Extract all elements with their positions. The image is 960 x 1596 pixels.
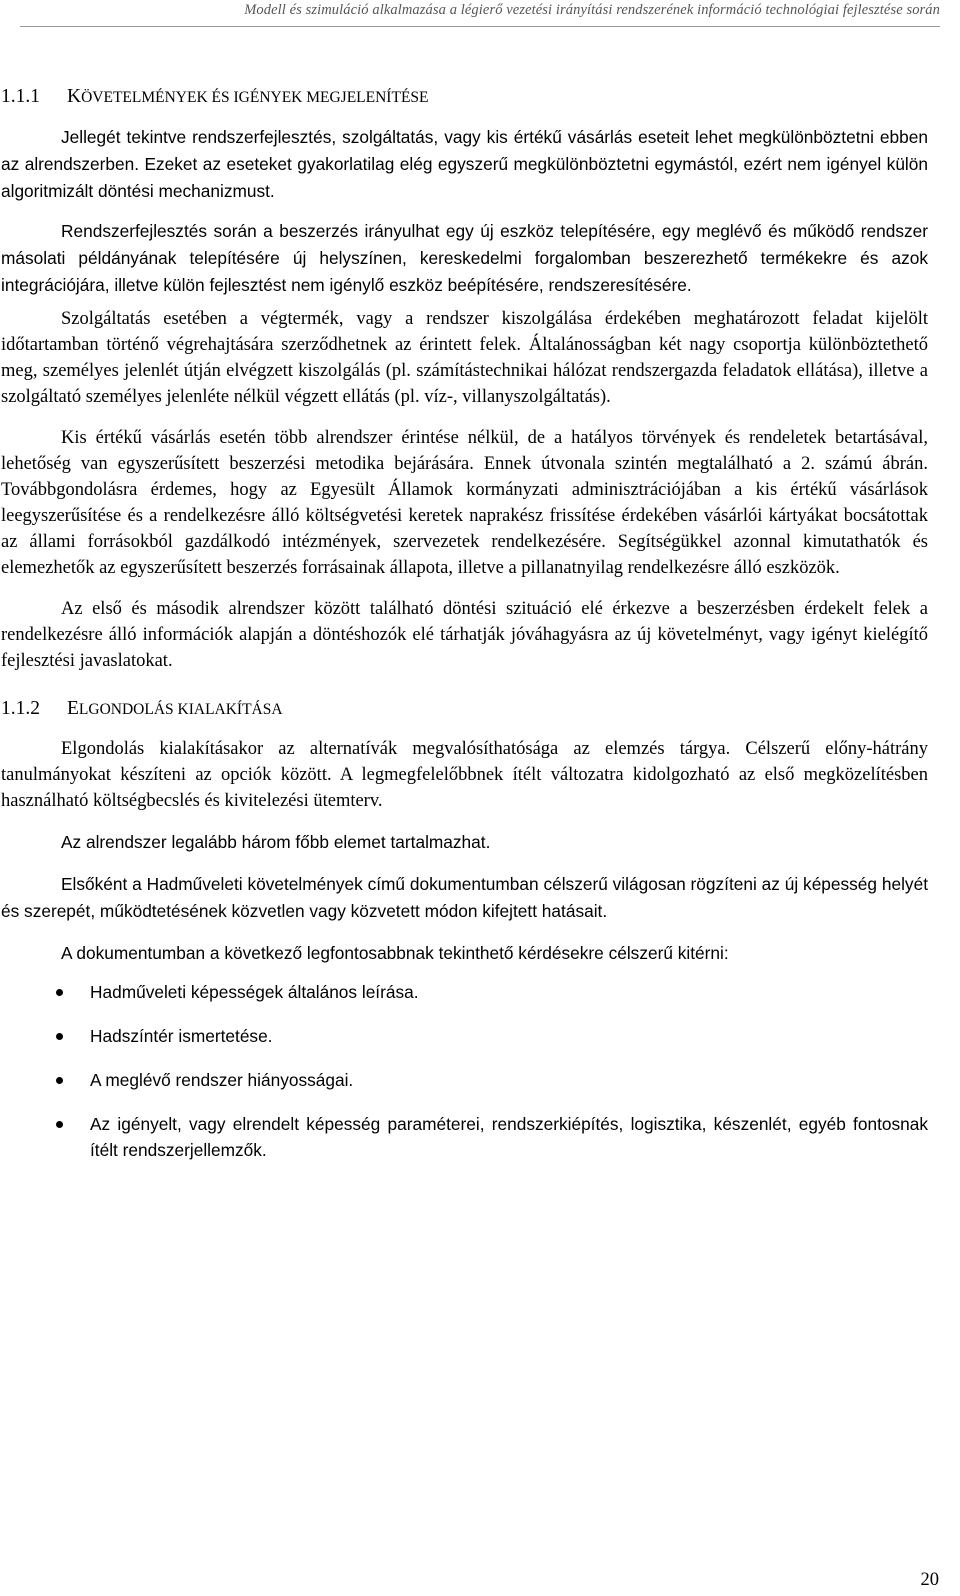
paragraph: Elgondolás kialakításakor az alternatívák megvalósíthatósága az elemzés tárgya. Célszerű előny-hátrány tanulmányokat készíteni az opciók között. A legmegfelelőbbnek ítélt változatra kidolgozható az első megközelítésben használható költségbecslés és kivitelezési ütemterv.: [1, 739, 928, 811]
section-number: 1.1.2: [1, 698, 40, 719]
page-content: [0, 84, 928, 1181]
section-title: LGONDOLÁS KIALAKÍTÁSA: [78, 701, 283, 718]
paragraph-text: Jellegét tekintve rendszerfejlesztés, szolgáltatás, vagy kis értékű vásárlás eseteit lehet megkülönböztetni ebben az alrendszerben. Ezeket az eseteket gyakorlatilag elég egyszerű megkülönböztetni egymástól, ezért nem igényel külön algoritmizált döntési mechanizmust.: [1, 127, 928, 201]
paragraph-text: Az alrendszer legalább három főbb elemet tartalmazhat.: [61, 832, 491, 852]
list-item-text: Az igényelt, vagy elrendelt képesség paraméterei, rendszerkiépítés, logisztika, készenlét, egyéb fontosnak ítélt rendszerjellemzők.: [90, 1114, 928, 1160]
list-item: [1, 1067, 928, 1093]
paragraph: [1, 218, 928, 299]
running-header: Modell és szimuláció alkalmazása a légierő vezetési irányítási rendszerének információ technológiai fejlesztése során: [20, 2, 940, 27]
paragraph: [1, 829, 928, 856]
section-title: ÖVETELMÉNYEK ÉS IGÉNYEK MEGJELENÍTÉSE: [81, 89, 429, 106]
bullet-icon: [56, 989, 63, 996]
section-heading: [1, 696, 928, 723]
paragraph-text: Elsőként a Hadműveleti követelmények című dokumentumban célszerű világosan rögzíteni az új képesség helyét és szerepét, működtetésének közvetlen vagy közvetett módon kifejtett hatásait.: [1, 874, 928, 921]
bullet-list: [1, 979, 928, 1163]
section-number: 1.1.1: [1, 86, 40, 107]
list-item: [1, 979, 928, 1005]
paragraph: [1, 940, 928, 967]
section-title-initial: K: [67, 86, 82, 107]
bullet-icon: [56, 1121, 63, 1128]
section-title-initial: E: [67, 698, 79, 719]
list-item: [1, 1023, 928, 1049]
list-item-text: Hadszíntér ismertetése.: [90, 1026, 273, 1046]
paragraph: Az első és második alrendszer között található döntési szituáció elé érkezve a beszerzésben érdekelt felek a rendelkezésre álló információk alapján a döntéshozók elé tárhatják jóváhagyásra az új követelményt, vagy igényt kielégítő fejlesztési javaslatokat.: [1, 599, 928, 671]
list-item-text: Hadműveleti képességek általános leírása.: [90, 982, 419, 1002]
paragraph: Szolgáltatás esetében a végtermék, vagy a rendszer kiszolgálása érdekében meghatározott feladat kijelölt időtartamban történő végrehajtására szerződhetnek az érintett felek. Általánosságban két nagy csoportja különböztethető meg, személyes jelenlét útján elvégzett kiszolgálás (pl. számítástechnikai hálózat rendszergazda feladatok ellátása), illetve a szolgáltató személyes jelenléte nélkül végzett ellátás (pl. víz-, villanyszolgáltatás).: [1, 309, 928, 407]
paragraph-text: A dokumentumban a következő legfontosabbnak tekinthető kérdésekre célszerű kitérni:: [61, 943, 729, 963]
list-item-text: A meglévő rendszer hiányosságai.: [90, 1070, 354, 1090]
paragraph: [1, 124, 928, 205]
page-number: 20: [920, 1570, 939, 1590]
section-heading: [1, 84, 928, 111]
paragraph-text: Rendszerfejlesztés során a beszerzés irányulhat egy új eszköz telepítésére, egy meglévő és működő rendszer másolati példányának telepítésére új helyszínen, kereskedelmi forgalomban beszerezhető termékekre és azok integrációjára, illetve külön fejlesztést nem igénylő eszköz beépítésére, rendszeresítésére.: [1, 221, 928, 295]
paragraph: [1, 871, 928, 925]
bullet-icon: [56, 1077, 63, 1084]
paragraph: Kis értékű vásárlás esetén több alrendszer érintése nélkül, de a hatályos törvények és rendeletek betartásával, lehetőség van egyszerűsített beszerzési metodika bejárására. Ennek útvonala szintén megtalálható a 2. számú ábrán. Továbbgondolásra érdemes, hogy az Egyesült Államok kormányzati adminisztrációjában a kis értékű vásárlások leegyszerűsítése és a rendelkezésre álló költségvetési keretek naprakész frissítése érdekében vásárlói kártyákat bocsátottak az állami forrásokból gazdálkodó intézmények, szervezetek rendelkezésére. Segítségükkel azonnal kimutathatók és elemezhetők az egyszerűsített beszerzés forrásainak állapota, illetve a pillanatnyilag rendelkezésre álló eszközök.: [1, 428, 928, 578]
bullet-icon: [56, 1033, 63, 1040]
list-item: [1, 1111, 928, 1163]
